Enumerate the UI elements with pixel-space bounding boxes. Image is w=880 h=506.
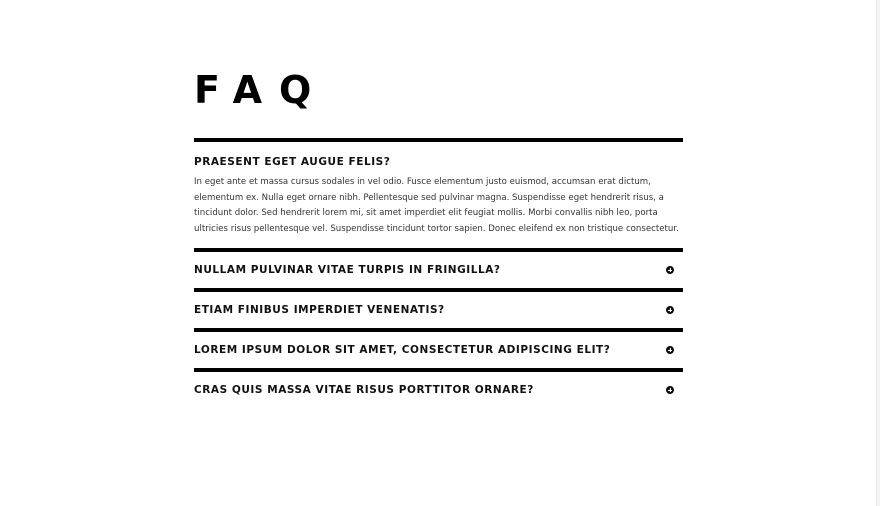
plus-circle-icon[interactable] [666, 266, 674, 274]
faq-answer: In eget ante et massa cursus sodales in vel odio. Fusce elementum justo euismod, accumsan erat dictum, elementum ex. Nulla eget ornare nibh. Pellentesque sed pulvinar magna. Suspendisse eget hendrerit risus, a tincidunt dolor. Sed hendrerit lorem mi, sit amet imperdiet elit feugiat mollis. Morbi convallis nibh leo, porta ultricies risus pellentesque vel. Suspendisse tincidunt tortor sapien. Donec eleifend ex non tristique consectetur. [194, 177, 679, 234]
plus-circle-icon[interactable] [666, 346, 674, 354]
faq-item-etiam-finibus[interactable] [194, 288, 683, 328]
faq-question[interactable]: LOREM IPSUM DOLOR SIT AMET, CONSECTETUR ADIPISCING ELIT? [194, 344, 611, 356]
faq-item-cras-quis[interactable] [194, 368, 683, 408]
plus-circle-icon[interactable] [666, 306, 674, 314]
faq-section [194, 68, 683, 408]
page-scrollbar[interactable] [876, 0, 880, 506]
faq-item-lorem-ipsum[interactable] [194, 328, 683, 368]
faq-question[interactable]: PRAESENT EGET AUGUE FELIS? [194, 156, 391, 168]
faq-item-nullam-pulvinar[interactable] [194, 248, 683, 288]
faq-title: FAQ [194, 68, 329, 112]
faq-question[interactable]: NULLAM PULVINAR VITAE TURPIS IN FRINGILLA? [194, 264, 501, 276]
faq-question[interactable]: ETIAM FINIBUS IMPERDIET VENENATIS? [194, 304, 445, 316]
faq-question[interactable]: CRAS QUIS MASSA VITAE RISUS PORTTITOR ORNARE? [194, 384, 534, 396]
plus-circle-icon[interactable] [666, 386, 674, 394]
faq-item-praesent-eget-augue-felis [194, 138, 683, 248]
